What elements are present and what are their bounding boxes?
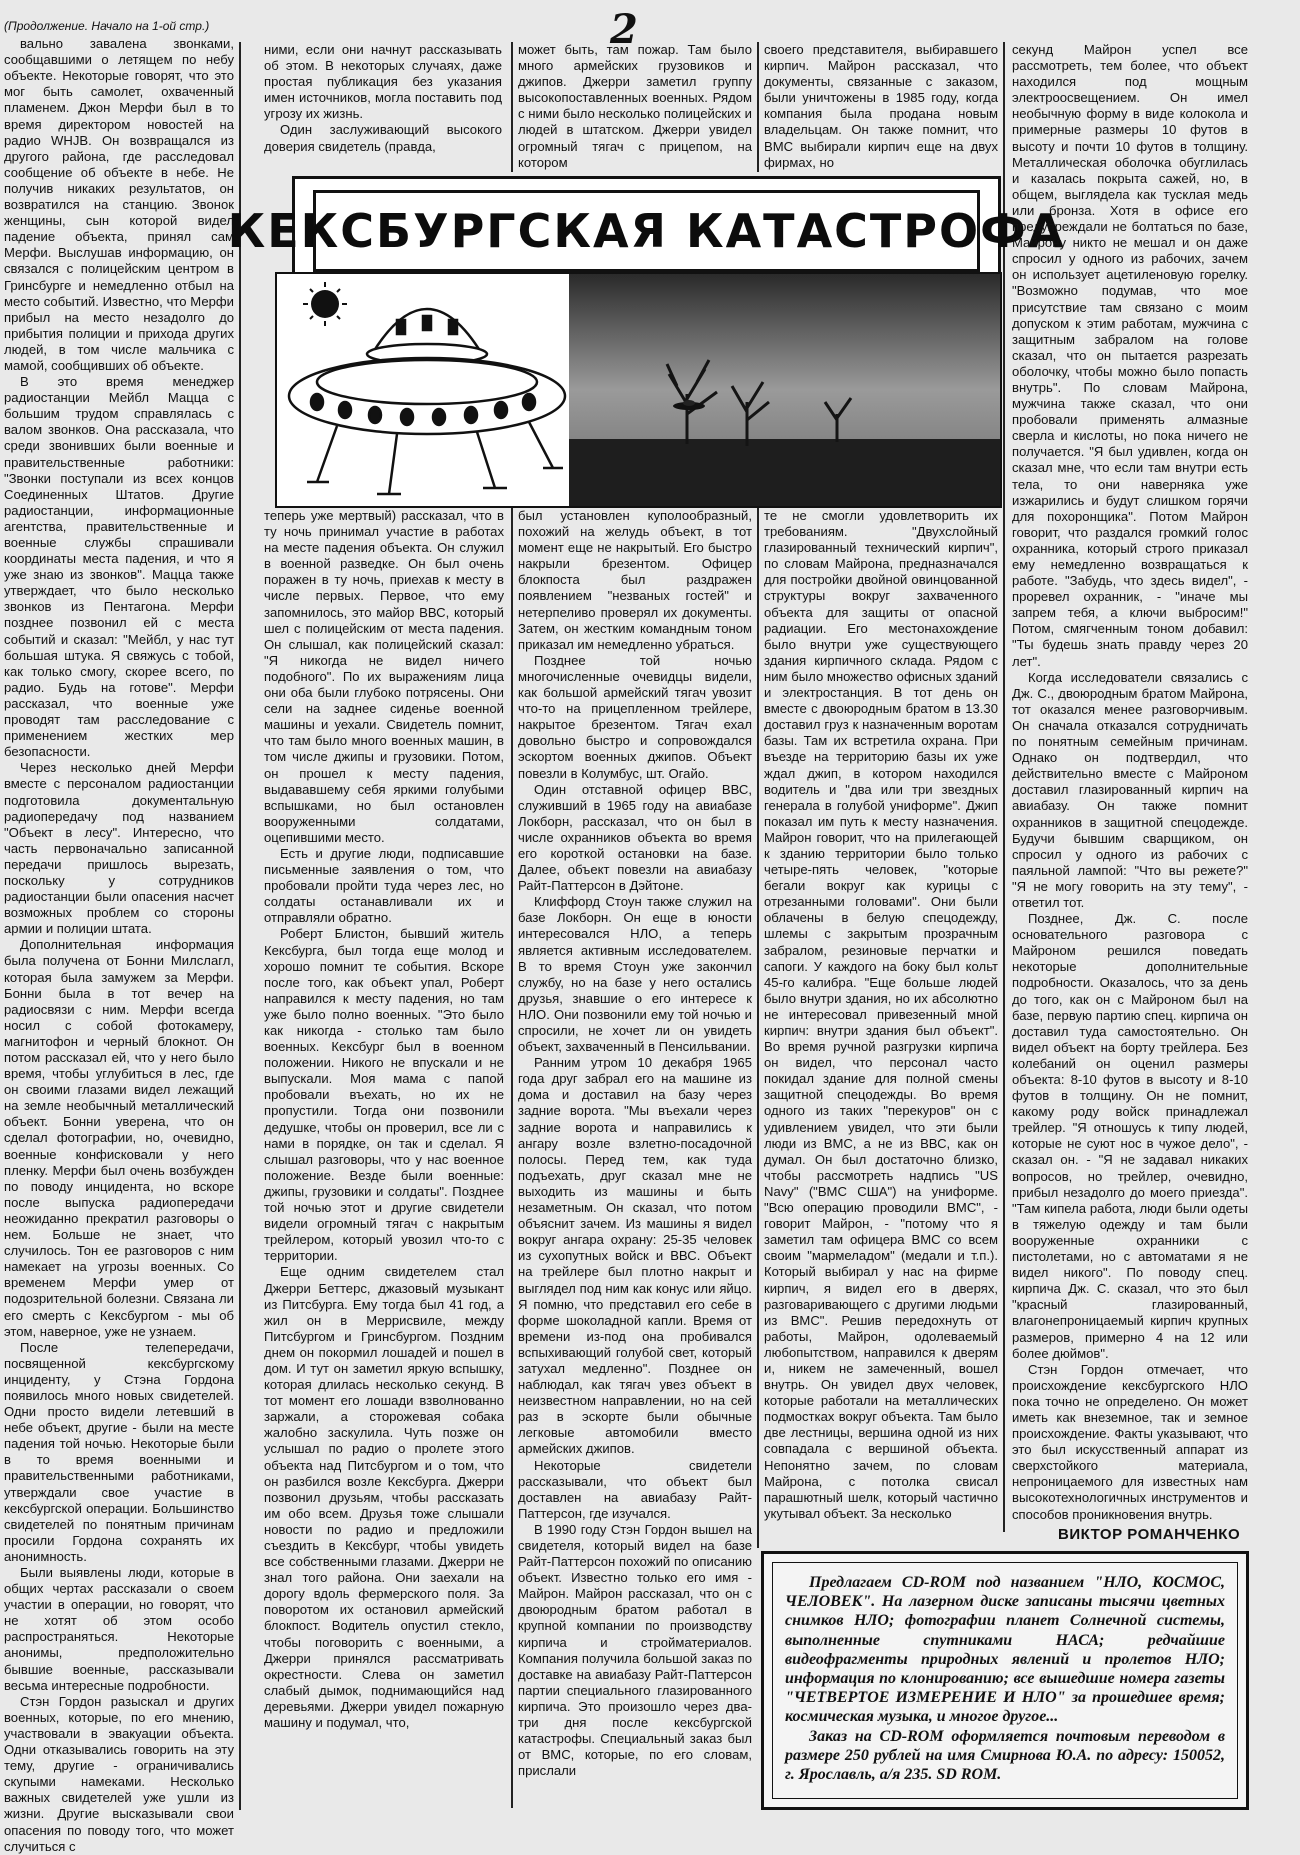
paragraph: Когда исследователи связались с Дж. С., двоюродным братом Майрона, тот оказался менее разговорчивым. Он сначала отказался сотрудничать по понятным семейным причинам. Однако он подтвердил, что действительно вместе с Майроном доставил глазированный кирпич на авиабазу. Он также помнит охранников в защитной спецодежде. Будучи бывшим сварщиком, он спросил у одного из рабочих с паяльной лампой: "Что вы режете?" "Я не могу говорить на эту тему", - ответил тот. [1012, 669, 1248, 910]
column-divider [511, 508, 513, 1808]
headline-banner [227, 176, 1066, 286]
paragraph: ними, если они начнут рассказывать об этом. В некоторых случаях, даже простая публикация без указания имен источников, могла поставить под угрозу их жизнь. [264, 42, 502, 122]
photo-field [569, 439, 1000, 506]
article-column-1 [4, 18, 234, 1854]
article-column-4-top [764, 42, 998, 170]
column-divider [511, 42, 513, 172]
paragraph: Позднее, Дж. С. после основательного разговора с Майроном решился поведать некоторые дополнительные подробности. Оказалось, что за день до того, как он с Майроном был на базе, первую партию спец. кирпича он доставил туда самостоятельно. Он видел объект на борту трейлера. Без колебаний он оценил размеры объекта: 8-10 футов в высоту и 8-10 футов в толщину. Он не помнит, какому роду войск принадлежал трейлер. "Я отношусь к типу людей, которые не суют нос в чужое дело", - сказал он. - "Я не задавал никаких вопросов, но трейлер, очевидно, прибыл незадолго до моего приезда". "Там кипела работа, люди были одеты в тяжелую одежду и там были вооруженные охранники с пистолетами, но с автоматами я не видел никого". По поводу спец. кирпича Дж. С. сказал, что это был "красный глазированный, влагонепроницаемый кирпич крупных размеров, примерно 4 на 12 или более дюймов". [1012, 911, 1248, 1361]
column-divider [1003, 42, 1005, 1532]
article-column-2-top [264, 42, 502, 170]
page-number: 2 [610, 6, 638, 53]
paragraph: своего представителя, выбиравшего кирпич. Майрон рассказал, что документы, связанные с заказом, были уничтожены в 1985 году, когда компания была продана новым владельцам. Он также помнит, что ВМС выбирали кирпич еще на двух фирмах, но [764, 42, 998, 170]
paragraph: После телепередачи, посвященной кексбургскому инциденту, у Стэна Гордона появилось много новых свидетелей. Одни просто видели летевший в небе объект, другие - были на месте падения той ночью. Некоторые были в то время военными и правительственными работниками, утверждали свое участие в кексбургской операции. Большинство свидетелей по понятным причинам просили Гордона сохранять их анонимность. [4, 1339, 234, 1564]
paragraph: те не смогли удовлетворить их требованиям. "Двухслойный глазированный технический кирпич", по словам Майрона, предназначался для постройки двойной овинцованной структуры вокруг захваченного объекта для защиты от опасной радиации. Его местонахождение было внутри уже существующего здания кирпичного склада. Рядом с ним было множество офисных зданий и электростанция. В тот день он вместе с двоюродным братом в 13.30 доставил груз к назначенным воротам базы. Там их встретила охрана. При въезде на территорию базы их уже ждал джип, в котором находился водитель и "два или три звездных генерала в голубой униформе". Джип показал им путь к месту назначения. Майрон говорит, что на прилегающей к зданию территории было только четыре-пять человек, "которые бегали вокруг как курицы с отрезанными головами". Они были облачены в белую спецодежду, шлемы с закрытым прозрачным забралом, резиновые перчатки и сапоги. У каждого на боку был кольт 45-го калибра. "Еще больше людей было внутри здания, но их абсолютно не интересовал привезенный мной кирпич: внутри здания был объект". Во время ручной разгрузки кирпича он видел, что персонал часто покидал здание для полной смены защитной спецодежды. Во время одного из таких "перекуров" он с удивлением увидел, что эти были люди из ВМС, а не из ВВС, как он думал. Он был достаточно близко, чтобы рассмотреть надпись "US Navy" ("ВМС США") на униформе. "Всю операцию проводили ВМС", - говорит Майрон, - "потому что я заметил там офицера ВМС со всем своим "мармеладом" (медали и т.п.). Который выбирал у нас на фирме кирпич, я видел его в дверях, разговаривающего с другими людьми из ВМС". Решив передохнуть от работы, Майрон, одолеваемый любопытством, направился к дверям и, никем не замеченный, вошел внутрь. Он увидел двух человек, которые работали на металлических подмостках вокруг объекта. Там было две лестницы, вершина одной из них совпадала с вершиной объекта. Непонятно зачем, по словам Майрона, с потолка свисал парашютный шелк, который частично укутывал объект. За несколько [764, 508, 998, 1521]
paragraph: Ранним утром 10 декабря 1965 года друг забрал его на машине из дома и доставил на базу через задние ворота. "Мы въехали через задние ворота и направились к ангару возле взлетно-посадочной полосы. Перед тем, как туда подъехать, друг сказал мне не выходить из машины и быть незаметным. Он сказал, что потом объяснит зачем. Из машины я видел вокруг ангара охрану: 25-35 человек из сухопутных войск и ВВС. Объект на трейлере был плотно накрыт и выглядел под ним как конус или яйцо. Я помню, что представил его себе в форме шоколадной капли. Время от времени из-под она пробивался вспыхивающий голубой свет, который затухал медленно". Позднее он наблюдал, как тягач увез объект в неизвестном направлении, но на сей раз в эскорте были обычные легковые автомобили вместо армейских джипов. [518, 1055, 752, 1457]
paragraph: Клиффорд Стоун также служил на базе Локборн. Он еще в юности интересовался НЛО, а теперь является активным исследователем. В то время Стоун уже закончил службу, но на базе у него остались друзья, знавшие о его интересе к НЛО. Они позвонили ему той ночью и спросили, не хочет ли он увидеть объект, захваченный в Пенсильвании. [518, 894, 752, 1055]
advertisement-text [772, 1562, 1238, 1799]
paragraph: Один отставной офицер ВВС, служивший в 1965 году на авиабазе Локборн, рассказал, что он был в числе охранников объекта во время его короткой остановки на базе. Далее, объект повезли на авиабазу Райт-Паттерсон в Дэйтоне. [518, 781, 752, 894]
article-column-5 [1012, 42, 1248, 1522]
paragraph: Еще одним свидетелем стал Джерри Беттерс, джазовый музыкант из Питсбурга. Ему тогда был 41 год, а жил он в Меррисвиле, между Питсбургом и Гринсбургом. Поздним днем он покормил лошадей и пошел в дом. И тут он заметил яркую вспышку, которая длилась несколько секунд. В тот момент его лошади взволнованно заржали, а сторожевая собака жалобно заскулила. Чуть позже он услышал по радио о пролете этого объекта над Питсбургом и о том, что он разбился возле Кексбурга. Джерри позвонил друзьям, чтобы рассказать им обо всем. Друзья тоже слышали новости по радио и предложили съездить в Кексбург, чтобы увидеть все собственными глазами. Джерри не знал того района. Они заехали на дорогу вдоль фермерского поля. За поворотом их остановил армейский блокпост. Водитель опустил стекло, чтобы поговорить с военными, а Джерри принялся рассматривать окрестности. Слева он заметил слабый дымок, поднимающийся над деревьями. Джерри увидел пожарную машину и подумал, что, [264, 1264, 504, 1731]
ufo-illustration [277, 274, 1000, 506]
cd-rom-advertisement [761, 1551, 1249, 1810]
paragraph: В это время менеджер радиостанции Мейбл Мацца с большим трудом справлялась с валом звонков. Она рассказала, что среди звонивших были военные и правительственные работники: "Звонки поступали из всех концов Соединенных Штатов. Другие радиостанции, информационные агентства, правительственные и военные службы спрашивали координаты места падения, и что я уже знаю из звонков". Мацца также утверждает, что было несколько звонков из Пентагона. Мерфи позднее позвонил ей с места событий и сказал: "Мейбл, у нас тут большая штука. Я свяжусь с тобой, как только смогу, скорее всего, по радио. Будь на готове". Мерфи рассказал, что военные уже проводят там расследование с применением жестких мер безопасности. [4, 374, 234, 760]
paragraph: секунд Майрон успел все рассмотреть, тем более, что объект находился под мощным электроосвещением. Он имел необычную форму в виде колокола и примерные размеры 10 футов в высоту и почти 10 футов в толщину. Металлическая оболочка обуглилась и казалась покрыта сажей, но, в общем, выглядела как тусклая медь или бронза. Хотя в офисе его предупреждали не болтаться по базе, Майрону никто не мешал и он даже спросил у одного из рабочих, зачем он использует ацетиленовую горелку. "Возможно подумав, что мое присутствие там связано с моим допуском к этим работам, мужчина с защитным забралом на голове сказал, что он пытается разрезать оболочку, чтобы можно было попасть внутрь". По словам Майрона, мужчина также сказал, что они пробовали применять алмазные сверла и кислоты, но пока ничего не получается. "Я был удивлен, когда он сказал мне, что если там внутри есть тела, то они наверняка уже изжарились и будут слишком горячи для похоронщика". Потом Майрон говорит, что раздался громкий голос охранника, который строго приказал ему немедленно возвращаться к работе. "Забудь, что здесь видел", - проревел охранник, - "иначе мы запрем тебя, а ключи выбросим!" Потом, смягченным тоном добавил: "Ты будешь знать правду через 20 лет". [1012, 42, 1248, 669]
column-divider [239, 42, 241, 1810]
ad-paragraph: Заказ на CD-ROM оформляется почтовым переводом в размере 250 рублей на имя Смирнова Ю.А. по адресу: 150052, г. Ярославль, а/я 235. SD ROM. [785, 1727, 1225, 1784]
article-column-4 [764, 508, 998, 1546]
column-divider [757, 508, 759, 1548]
paragraph: Дополнительная информация была получена от Бонни Милслагл, которая была замужем за Мерфи. Бонни была в тот вечер на радиосвязи с ним. Мерфи всегда носил с собой фотокамеру, магнитофон и черный блокнот. Он потом рассказал ей, что у него было время, чтобы углубиться в лес, где он своими глазами видел лежащий на земле необычный металлический объект. Бонни уверена, что он сделал фотографии, но, очевидно, военные конфисковали у него пленку. Мерфи был очень возбужден по поводу инцидента, но вскоре после выпуска радиопередачи неожиданно прекратил разговоры о нем. Больше не знает, что случилось. Тон ее разговоров с ним намекает на угрозы военных. Со временем Мерфи умер от подозрительной болезни. Связана ли его смерть с Кексбургом - мы об этом, наверное, уже не узнаем. [4, 937, 234, 1339]
paragraph: Роберт Блистон, бывший житель Кексбурга, был тогда еще молод и хорошо помнит те события. Вскоре после того, как объект упал, Роберт направился к месту падения, но там уже было полно военных. "Это было как никогда - столько там было военных. Кексбург был в военном положении. Никого не впускали и не выпускали. Моя мама с папой пробовали въехать, но их не пропустили. Тогда они позвонили дедушке, чтобы он проверил, все ли с нами в порядке, он так и сделал. Я слышал разговоры, что у нас военное положение. Везде были военные: джипы, грузовики и солдаты". Позднее той ночью этот и другие свидетели видели огромный тягач с накрытым трейлером, который увозил что-то с территории. [264, 926, 504, 1264]
headline: КЕКСБУРГСКАЯ КАТАСТРОФА [227, 203, 1066, 258]
paragraph: Стэн Гордон отмечает, что происхождение кексбургского НЛО пока точно не определено. Он может иметь как внеземное, так и земное происхождение. Факты указывают, что это был искусственный аппарат из сверхстойкого материала, непроницаемого для известных нам высокотехнологичных инструментов и способов проникновения внутрь. [1012, 1361, 1248, 1522]
paragraph: вально завалена звонками, сообщавшими о летящем по небу объекте. Некоторые говорят, что это мог быть самолет, охваченный пламенем. Джон Мерфи был в то время директором новостей на радио WHJB. Он возвращался из другого района, где расследовал сообщение об объекте в небе. Не получив никаких результатов, он возвратился на станцию. Звонок женщины, сын которой видел падение объекта, принял сам Мерфи. Выслушав информацию, он связался с полицейским центром в Гринсбурге и немедленно отбыл на место событий. Известно, что Мерфи прибыл на место незадолго до прибытия полиции и прихода других людей, в том числе мальчика с мамой, сообщивших об объекте. [4, 36, 234, 373]
paragraph: Были выявлены люди, которые в общих чертах рассказали о своем участии в операции, но говорят, что не хотят об этом особо распространяться. Некоторые анонимы, предположительно бывшие военные, рассказывали весьма интересные подробности. [4, 1565, 234, 1693]
paragraph: теперь уже мертвый) рассказал, что в ту ночь принимал участие в работах на месте падения объекта. Он служил в военной разведке. Он был очень поражен в ту ночь, приехав к месту в числе первых. Первое, что ему запомнилось, это майор ВВС, который шел с полицейским от места падения. Он слышал, как полицейский сказал: "Я никогда не видел ничего подобного". По их выражениям лица они оба были глубоко потрясены. Они сели на заднее сиденье военной машины и уехали. Свидетель помнит, что там было много военных машин, в том числе джипы и грузовики. Потом, он прошел к месту падения, выдававшему себя яркими голубыми вспышками, но был остановлен вооруженными солдатами, оцепившими место. [264, 508, 504, 845]
column-divider [757, 42, 759, 172]
paragraph: Позднее той ночью многочисленные очевидцы видели, как большой армейский тягач увозит что-то на прицепленном трейлере, накрытое брезентом. Тягач ехал довольно быстро и сопровождался эскортом военных джипов. Объект повезли в Колумбус, шт. Огайо. [518, 652, 752, 781]
article-column-2 [264, 508, 504, 1810]
paragraph: Есть и другие люди, подписавшие письменные заявления о том, что пробовали пройти туда через лес, но солдаты останавливали их и отправляли обратно. [264, 845, 504, 926]
paragraph: В 1990 году Стэн Гордон вышел на свидетеля, который видел на базе Райт-Паттерсон похожий по описанию объект. Известно только его имя - Майрон. Майрон рассказал, что он с двоюродным братом работал в крупной компании по производству кирпича и стройматериалов. Компания получила большой заказ по доставке на авиабазу Райт-Паттерсон партии специального глазированного кирпича. Это произошло через два-три дня после кексбургской катастрофы. Специальный заказ был от ВМС, которые, по его словам, прислали [518, 1521, 752, 1779]
illustration [275, 272, 1002, 508]
paragraph: может быть, там пожар. Там было много армейских грузовиков и джипов. Джерри заметил группу высокопоставленных военных. Рядом с ними было несколько полицейских и людей в штатском. Джерри увидел огромный тягач с прицепом, на котором [518, 42, 752, 170]
author-byline: ВИКТОР РОМАНЧЕНКО [1058, 1526, 1241, 1543]
headline-frame [227, 190, 1066, 273]
paragraph: был установлен куполообразный, похожий на желудь объект, в тот момент еще не накрытый. Его быстро накрыли брезентом. Офицер блокпоста был раздражен появлением "незваных гостей" и нетерпеливо проверял их документы. Затем, он жестким командным тоном приказал им немедленно убраться. [518, 508, 752, 652]
paragraph: Через несколько дней Мерфи вместе с персоналом радиостанции подготовила документальную радиопередачу под названием "Объект в лесу". Интересно, что часть первоначально записанной передачи пришлось вырезать, поскольку у сотрудников радиостанции были опасения насчет возможных проблем со стороны армии и полиции штата. [4, 760, 234, 937]
article-column-3 [518, 508, 752, 1810]
paragraph: Один заслуживающий высокого доверия свидетель (правда, [264, 122, 502, 154]
continuation-note: (Продолжение. Начало на 1-ой стр.) [4, 19, 210, 33]
ad-paragraph: Предлагаем CD-ROM под названием "НЛО, КОСМОС, ЧЕЛОВЕК". На лазерном диске записаны тысячи цветных снимков НЛО; фотографии планет Солнечной системы, выполненные спутниками НАСА; редчайшие видеофрагменты природных явлений и пролетов НЛО; информация по клонированию; все вышедшие номера газеты "ЧЕТВЕРТОЕ ИЗМЕРЕНИЕ И НЛО" за прошедшее время; космическая музыка, и многое другое... [785, 1574, 1225, 1726]
article-column-3-top [518, 42, 752, 170]
paragraph: Стэн Гордон разыскал и других военных, которые, по его мнению, участвовали в эвакуации объекта. Одни отказывались говорить на эту тему, другие - ограничивались скупыми намеками. Несколько важных свидетелей уже ушли из жизни. Другие высказывали свои опасения по поводу того, что может случиться с [4, 1693, 234, 1854]
paragraph: Некоторые свидетели рассказывали, что объект был доставлен на авиабазу Райт-Паттерсон, где изучался. [518, 1457, 752, 1521]
